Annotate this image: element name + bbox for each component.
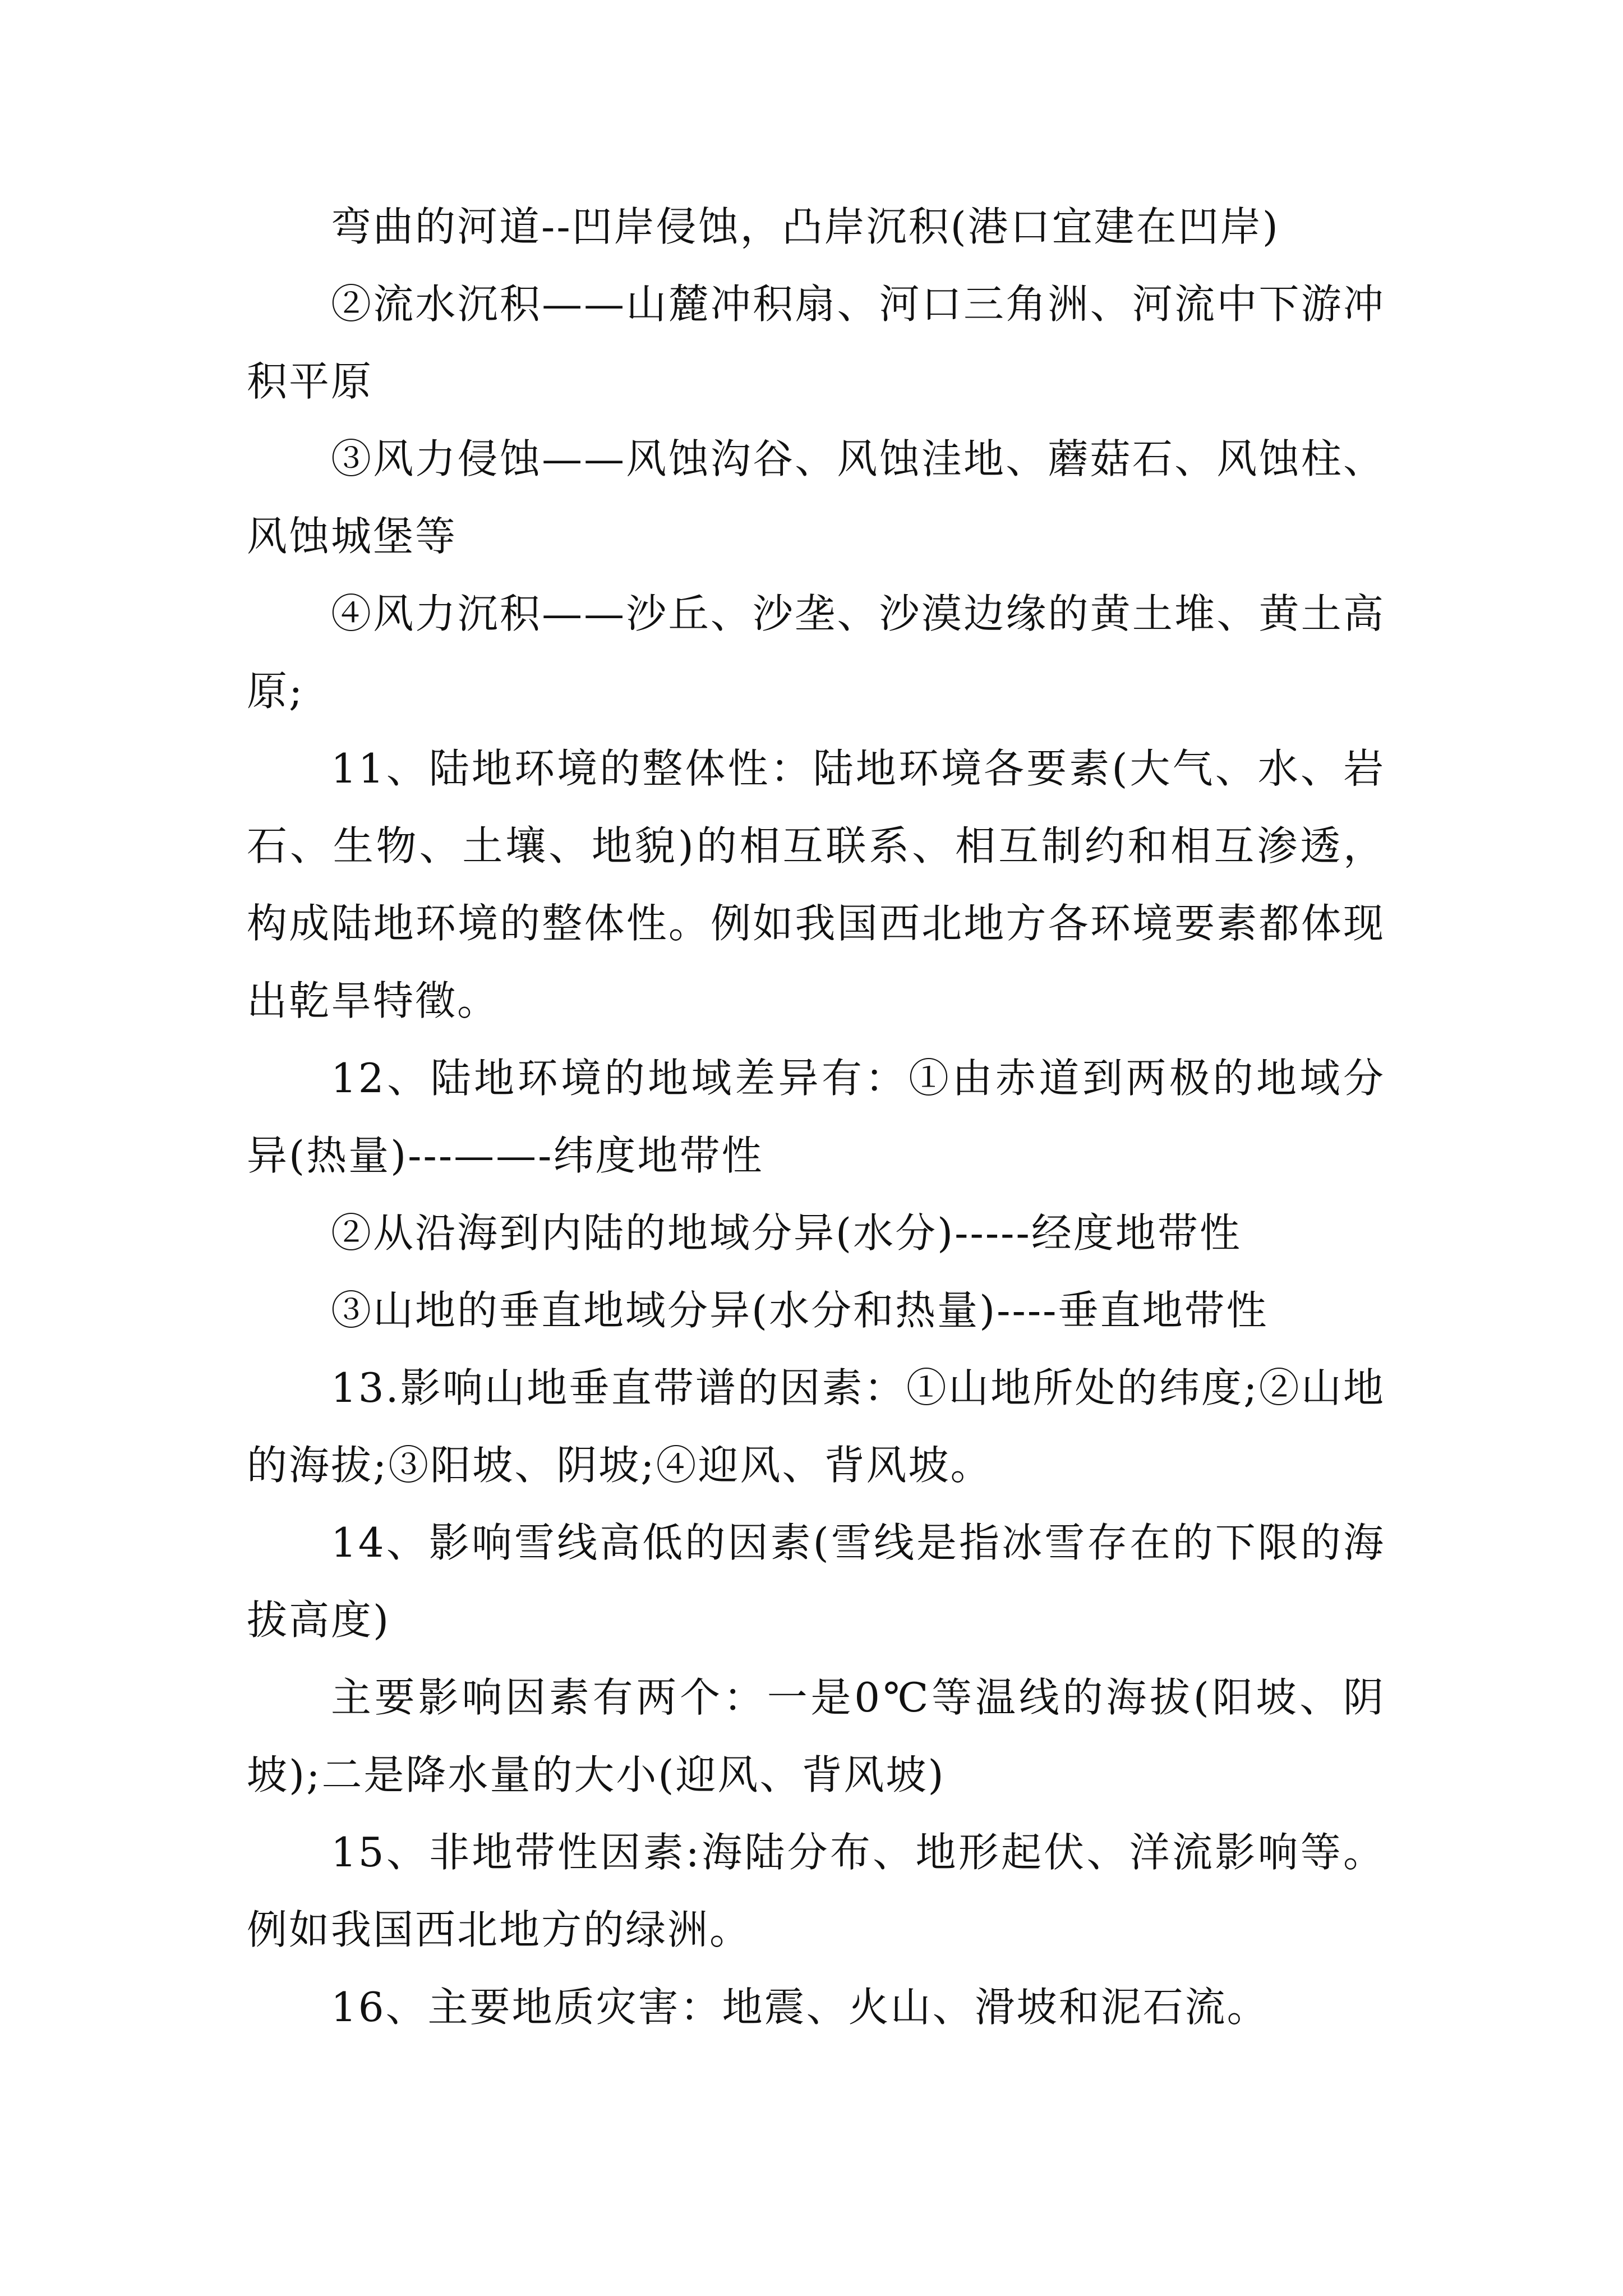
- paragraph-wind-deposition: ④风力沉积——沙丘、沙垄、沙漠边缘的黄土堆、黄土高原;: [247, 590, 1385, 715]
- paragraph-item-15: 15、非地带性因素:海陆分布、地形起伏、洋流影响等。例如我国西北地方的绿洲。: [247, 1829, 1385, 1953]
- paragraph-longitudinal-zonality: ②从沿海到内陆的地域分异(水分)-----经度地带性: [331, 1209, 1242, 1257]
- paragraph-item-14: 14、影响雪线高低的因素(雪线是指冰雪存在的下限的海拔高度): [247, 1519, 1385, 1644]
- paragraph-item-16: 16、主要地质灾害：地震、火山、滑坡和泥石流。: [331, 1984, 1269, 2031]
- paragraph-item-12: 12、陆地环境的地域差异有：①由赤道到两极的地域分异(热量)---——-纬度地带性: [247, 1055, 1385, 1179]
- paragraph-snowline-factors: 主要影响因素有两个：一是0℃等温线的海拔(阳坡、阴坡);二是降水量的大小(迎风、背风坡): [247, 1674, 1385, 1798]
- paragraph-river-bend: 弯曲的河道--凹岸侵蚀，凸岸沉积(港口宜建在凹岸): [331, 203, 1280, 250]
- document-body: [247, 188, 1385, 2046]
- paragraph-wind-erosion: ③风力侵蚀——风蚀沟谷、风蚀洼地、蘑菇石、风蚀柱、风蚀城堡等: [247, 435, 1385, 560]
- paragraph-fluvial-deposition: ②流水沉积——山麓冲积扇、河口三角洲、河流中下游冲积平原: [247, 280, 1385, 405]
- paragraph-vertical-zonality: ③山地的垂直地域分异(水分和热量)----垂直地带性: [331, 1287, 1269, 1334]
- paragraph-item-11: 11、陆地环境的整体性：陆地环境各要素(大气、水、岩石、生物、土壤、地貌)的相互联系、相互制约和相互渗透，构成陆地环境的整体性。例如我国西北地方各环境要素都体现出乾旱特徵。: [247, 745, 1385, 1024]
- paragraph-item-13: 13.影响山地垂直带谱的因素：①山地所处的纬度;②山地的海拔;③阳坡、阴坡;④迎风、背风坡。: [247, 1364, 1385, 1489]
